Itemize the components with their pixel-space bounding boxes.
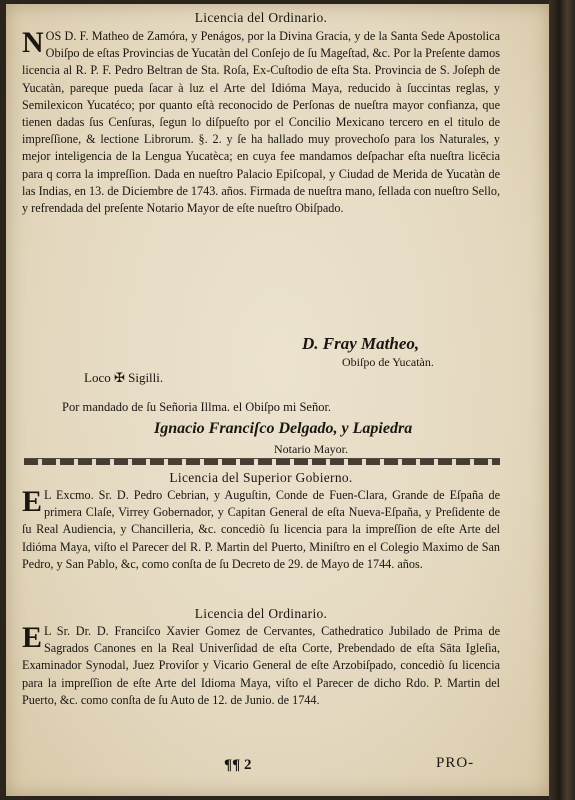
por-mandado-line: Por mandado de ſu Señoria Illma. el Obiſpo mi Señor. <box>62 400 332 414</box>
section-heading: Licencia del Ordinario. <box>194 10 328 25</box>
signature-mark: ¶¶ 2 <box>224 757 252 773</box>
section-body <box>22 28 500 217</box>
book-page <box>6 4 549 796</box>
notary-signature-name: Ignacio Franciſco Delgado, y Lapiedra <box>154 420 413 437</box>
drop-cap: N <box>22 26 44 59</box>
catchword: PRO- <box>436 755 475 771</box>
seal-notation: Loco ✠ Sigilli. <box>84 370 164 385</box>
drop-cap: E <box>22 621 43 654</box>
section-body <box>22 623 500 709</box>
drop-cap: E <box>22 485 43 518</box>
body-text: L Excmo. Sr. D. Pedro Cebrian, y Auguſtin, Conde de Fuen-Clara, Grande de Eſpaña de primera Claſe, Virrey Gobernador, y Capitan General de eſta Nueva-Eſpaña, y Preſidente de ſu Real Audiencia, y Chancilleria, &c. concediò ſu licencia para la impreſſion de eſte Arte del Idióma Maya, viſto el Parecer del R. P. Martin del Puerto, Miniſtro en el Colegio Maximo de San Pedro, y San Pablo, &c, como conſta de ſu Decreto de 29. de Mayo de 1744. años. <box>22 488 500 571</box>
bishop-signature-title: Obiſpo de Yucatàn. <box>342 355 434 369</box>
bishop-signature-name: D. Fray Matheo, <box>302 334 420 353</box>
book-binding-edge <box>549 0 575 800</box>
section-heading: Licencia del Ordinario. <box>194 606 328 621</box>
section-licencia-ordinario-2 <box>22 606 500 709</box>
body-text: L Sr. Dr. D. Franciſco Xavier Gomez de Cervantes, Cathedratico Jubilado de Prima de Sagrados Canones en la Real Univerſidad de eſta Corte, Prebendado de eſta Sāta Igleſia, Examinador Synodal, Juez Proviſor y Vicario General de eſte Arzobiſpado, concediò ſu licencia para la impreſſion de eſte Arte del Idioma Maya, viſto el Parecer de dicho Rdo. P. Martin del Puerto, &c. como conſta de ſu Auto de 12. de Junio. de 1744. <box>22 624 500 707</box>
decorative-rule <box>24 458 500 465</box>
notary-signature-title: Notario Mayor. <box>274 442 348 456</box>
section-licencia-ordinario <box>22 10 500 217</box>
section-heading: Licencia del Superior Gobierno. <box>169 470 353 485</box>
section-licencia-superior <box>22 470 500 573</box>
section-body <box>22 487 500 573</box>
body-text: OS D. F. Matheo de Zamóra, y Penágos, por la Divina Gracia, y de la Santa Sede Apostolica Obiſpo de eſtas Provincias de Yucatàn del Conſejo de ſu Mageſtad, &c. Por la Preſente damos licencia al R. P. F. Pedro Beltran de Sta. Roſa, Ex-Cuſtodio de eſta Sta. Provincia de S. Joſeph de Yucatàn, pareque pueda ſacar à luz el Arte del Idióma Maya, reducido à ſuccintas reglas, y Semilexicon Yucatéco; por quanto eſtà reconocido de Perſonas de nueſtra mayor confianza, que tienen dadas ſus Cenſuras, ſegun lo diſpueſto por el Concilio Mexicano tercero en el titulo de impreſſione, & lectione Librorum. §. 2. y ſe ha hallado muy provechoſo para los Naturales, y mejor inteligencia de la Lengua Yucatèca; en cuya fee mandamos deſpachar eſta nueſtra licēcia para q corra la impreſſion. Dada en nueſtro Palacio Epiſcopal, y Ciudad de Merida de Yucatàn de las Indias, en 13. de Diciembre de 1743. años. Firmada de nueſtra mano, ſellada con nueſtro Sello, y refrendada del preſente Notario Mayor de eſte nueſtro Obiſpado. <box>22 29 500 216</box>
